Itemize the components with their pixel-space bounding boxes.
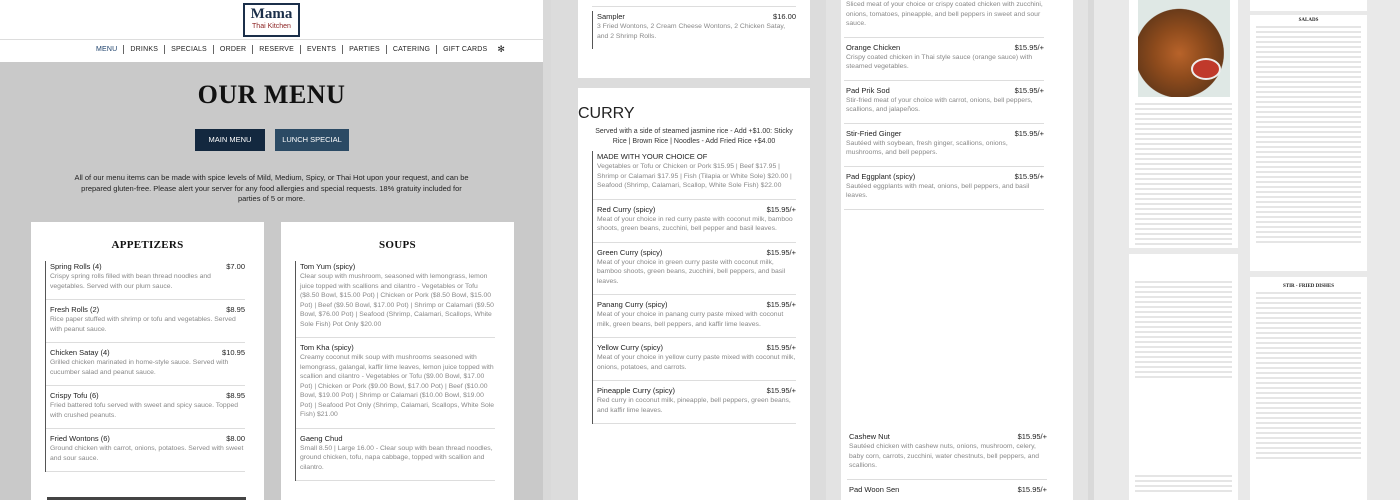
curry-heading: CURRY xyxy=(578,105,635,122)
item-price: $15.95/+ xyxy=(1017,432,1047,441)
item-price: $16.00 xyxy=(773,12,796,21)
item-price: $15.95/+ xyxy=(766,204,796,214)
menu-item xyxy=(46,390,245,429)
item-name: Pad Eggplant (spicy) xyxy=(846,171,916,181)
item-description: Grilled chicken marinated in home-style sauce. Served with cucumber salad and peanut sauce. xyxy=(50,359,229,376)
menu-item xyxy=(46,433,245,472)
item-name: Stir-Fried Ginger xyxy=(846,128,902,138)
yelp-icon[interactable]: ✻ xyxy=(497,44,506,54)
item-description: Creamy coconut milk soup with mushrooms seasoned with lemongrass, galangal, kaffir lime leaves, lemon juice topped with scallion and cilantro - Vegetables or Tofu ($9.00 Bowl, $17.00 Pot) | Chicken or Pork ($9.00 Bowl, $17.00 Pot) | Beef ($10.00 Bowl, $19.00 Pot) | Shrimp or Calamari ($10.00 Bowl, $19.00 Pot) | Seafood Pot Only (Shrimp, Calamari, Scallops, White Sole Fish) $21.00 xyxy=(300,354,495,418)
menu-item xyxy=(46,347,245,386)
food-photo xyxy=(1138,0,1230,97)
nav-item-drinks[interactable]: DRINKS xyxy=(124,45,165,54)
menu-item xyxy=(844,85,1044,124)
site-logo[interactable] xyxy=(243,3,300,37)
soups-list xyxy=(295,261,495,481)
menu-item xyxy=(296,261,495,338)
menu-item xyxy=(46,304,245,343)
appetizers-card-continued xyxy=(578,0,810,78)
item-name: Sampler xyxy=(597,12,625,21)
appetizers-list-continued xyxy=(592,11,796,49)
item-description: Sliced meat of your choice or crispy coated chicken with zucchini, onions, tomatoes, pineapple, and bell peppers in sweet and sour sauce. xyxy=(846,1,1043,27)
item-price: $15.95/+ xyxy=(1017,484,1047,494)
logo-text-main: Mama xyxy=(250,6,293,22)
item-name: Fresh Rolls (2) xyxy=(50,305,100,314)
soups-heading: SOUPS xyxy=(379,239,416,251)
nav-item-events[interactable]: EVENTS xyxy=(301,45,343,54)
entrees-card xyxy=(841,0,1073,500)
item-description: Small 8.50 | Large 16.00 - Clear soup with bean thread noodles, ground chicken, tofu, napa cabbage, topped with scallion and cilantro. xyxy=(300,444,493,471)
logo-text-sub: Thai Kitchen xyxy=(252,23,291,30)
item-description: Meat of your choice in green curry paste with coconut milk, bamboo shoots, green beans, zucchini, bell peppers, and basil leaves. xyxy=(597,258,786,285)
item-description: Meat of your choice in yellow curry paste mixed with coconut milk, onions, potatoes, and carrots. xyxy=(597,354,796,371)
thumbnail-page-salads[interactable] xyxy=(1250,15,1367,271)
item-description: Ground chicken with carrot, onions, potatoes. Served with sweet and sour sauce. xyxy=(50,445,244,462)
item-name: Fried Wontons (6) xyxy=(50,434,110,443)
item-price: $15.95/+ xyxy=(766,300,796,309)
menu-item xyxy=(847,431,1047,480)
thumbnail-page-photo[interactable] xyxy=(1129,0,1238,248)
entrees-list-lower xyxy=(847,431,1047,500)
menu-item xyxy=(844,128,1044,167)
menu-item xyxy=(296,342,495,429)
menu-item xyxy=(593,299,796,338)
item-description: Meat of your choice in panang curry paste mixed with coconut milk, green beans, bell peppers, and kaffir lime leaves. xyxy=(597,311,784,328)
item-price: $15.95/+ xyxy=(1014,128,1044,138)
nav-item-catering[interactable]: CATERING xyxy=(387,45,437,54)
nav-item-parties[interactable]: PARTIES xyxy=(343,45,387,54)
site-header xyxy=(0,0,543,62)
item-description: Vegetables or Tofu or Chicken or Pork $15.95 | Beef $17.95 | Shrimp or Calamari $17.95 | Fish (Tilapia or White Sole) $20.00 | Seafood (Shrimp, Calamari, Scallop, White Sole Fish) $22.00 xyxy=(597,163,792,189)
appetizers-card xyxy=(31,222,264,500)
thumbnail-page-appetizers[interactable] xyxy=(1129,254,1238,500)
item-name: Chicken Satay (4) xyxy=(50,348,110,357)
appetizers-heading: APPETIZERS xyxy=(111,239,184,251)
item-name: Spring Rolls (4) xyxy=(50,262,102,271)
item-description: Stir-fried meat of your choice with carrot, onions, bell peppers, scallions, and jalapeños. xyxy=(846,96,1033,113)
menu-page-panel xyxy=(0,0,543,500)
entrees-list xyxy=(844,0,1044,210)
curry-card xyxy=(578,88,810,500)
menu-item xyxy=(844,0,1044,38)
menu-item xyxy=(844,42,1044,81)
menu-thumbnails xyxy=(1094,0,1400,500)
curry-list xyxy=(592,151,796,424)
nav-item-reserve[interactable]: RESERVE xyxy=(253,45,301,54)
item-name: Panang Curry (spicy) xyxy=(597,300,668,309)
item-description: Fried battered tofu served with sweet and spicy sauce. Topped with crushed peanuts. xyxy=(50,402,239,419)
item-price: $8.95 xyxy=(226,391,245,400)
item-name: MADE WITH YOUR CHOICE OF xyxy=(597,152,708,161)
item-name: Pineapple Curry (spicy) xyxy=(597,386,675,395)
lunch-special-button[interactable]: LUNCH SPECIAL xyxy=(275,129,349,151)
item-description: Sautéed chicken with cashew nuts, onions, mushroom, celery, baby corn, carrots, zucchini, water chestnuts, bell peppers, and scallions. xyxy=(849,443,1040,469)
item-description: Rice paper stuffed with shrimp or tofu and vegetables. Served with peanut sauce. xyxy=(50,316,236,333)
stir-fried-heading: STIR - FRIED DISHES xyxy=(1283,284,1334,289)
menu-item xyxy=(593,342,796,381)
nav-item-gift-cards[interactable]: GIFT CARDS xyxy=(443,46,488,53)
soups-card xyxy=(281,222,514,500)
item-price: $15.95/+ xyxy=(1014,42,1044,52)
menu-item xyxy=(296,433,495,482)
item-name: Tom Kha (spicy) xyxy=(300,343,354,352)
nav-item-specials[interactable]: SPECIALS xyxy=(165,45,214,54)
header-divider xyxy=(0,39,543,40)
appetizers-list xyxy=(45,261,245,472)
menu-item xyxy=(46,261,245,300)
menu-item xyxy=(844,171,1044,210)
menu-item xyxy=(593,11,796,49)
menu-item xyxy=(847,484,1047,500)
curry-subtitle: Served with a side of steamed jasmine rice - Add +$1.00: Sticky Rice | Brown Rice | Noodles - Add Fried Rice +$4.00 xyxy=(595,128,793,145)
item-price: $15.95/+ xyxy=(766,386,796,395)
item-name: Crispy Tofu (6) xyxy=(50,391,99,400)
item-price: $8.95 xyxy=(226,305,245,314)
item-name: Green Curry (spicy) xyxy=(597,247,663,257)
menu-item xyxy=(593,247,796,296)
nav-item-order[interactable]: ORDER xyxy=(214,45,253,54)
menu-item xyxy=(593,151,796,200)
item-description: 3 Fried Wontons, 2 Cream Cheese Wontons, 2 Chicken Satay, and 2 Shrimp Rolls. xyxy=(597,23,786,40)
dipping-sauce-image xyxy=(1191,58,1221,80)
item-price: $15.95/+ xyxy=(1014,85,1044,95)
menu-item xyxy=(593,204,796,243)
nav-item-menu[interactable]: MENU xyxy=(90,45,124,54)
item-description: Clear soup with mushroom, seasoned with lemongrass, lemon juice topped with scallions and cilantro - Vegetables or Tofu ($8.50 Bowl, $15.00 Pot) | Chicken or Pork ($8.50 Bowl, $15.00 Pot) | Beef ($9.50 Bowl, $17.00 Pot) | Shrimp or Calamari ($9.50 Bowl, $76.00 Pot) | Seafood (Shrimp, Calamari, Scallops, White Sole Fish) Pot Only $20.00 xyxy=(300,273,494,328)
item-description: Red curry in coconut milk, pineapple, bell peppers, green beans, and kaffir lime leaves. xyxy=(597,397,791,414)
item-description: Crispy coated chicken in Thai style sauce (orange sauce) with steamed vegetables. xyxy=(846,53,1033,70)
menu-screenshot-entrees xyxy=(826,0,1088,500)
item-description: Crispy spring rolls filled with bean thread noodles and vegetables. Served with our plum sauce. xyxy=(50,273,211,290)
thumbnail-page-top[interactable] xyxy=(1250,0,1367,11)
main-nav xyxy=(90,45,505,54)
item-name: Tom Yum (spicy) xyxy=(300,262,356,271)
menu-screenshot-curry xyxy=(551,0,826,500)
item-name: Pad Prik Sod xyxy=(846,85,890,95)
item-description: Sautéed with soybean, fresh ginger, scallions, onions, mushrooms, and bell peppers. xyxy=(846,139,1008,156)
item-description: Meat of your choice in red curry paste with coconut milk, bamboo shoots, green beans, zucchini, bell pepper and basil leaves. xyxy=(597,215,793,232)
item-name: Orange Chicken xyxy=(846,42,901,52)
item-price: $8.00 xyxy=(226,434,245,443)
menu-intro-text: All of our menu items can be made with spice levels of Mild, Medium, Spicy, or Thai Hot upon your request, and can be prepared gluten-free. Please alert your server for any food allergies and special requests. 18% gratuity included for parties of 5 or more. xyxy=(74,173,469,203)
menu-item xyxy=(593,385,796,424)
thumbnail-page-stir-fried[interactable] xyxy=(1250,277,1367,500)
page-title: OUR MENU xyxy=(197,80,346,109)
item-name: Yellow Curry (spicy) xyxy=(597,343,663,352)
item-price: $10.95 xyxy=(222,348,245,357)
item-price: $15.95/+ xyxy=(766,343,796,352)
salads-heading: SALADS xyxy=(1298,18,1319,23)
item-name: Gaeng Chud xyxy=(300,433,343,443)
item-name: Red Curry (spicy) xyxy=(597,204,656,214)
item-price: $15.95/+ xyxy=(766,247,796,257)
main-menu-button[interactable]: MAIN MENU xyxy=(195,129,265,151)
item-name: Cashew Nut xyxy=(849,432,890,441)
item-price: $15.95/+ xyxy=(1014,171,1044,181)
item-description: Sautéed eggplants with meat, onions, bell peppers, and basil leaves. xyxy=(846,182,1030,199)
item-name: Pad Woon Sen xyxy=(849,484,900,494)
item-price: $7.00 xyxy=(226,262,245,271)
